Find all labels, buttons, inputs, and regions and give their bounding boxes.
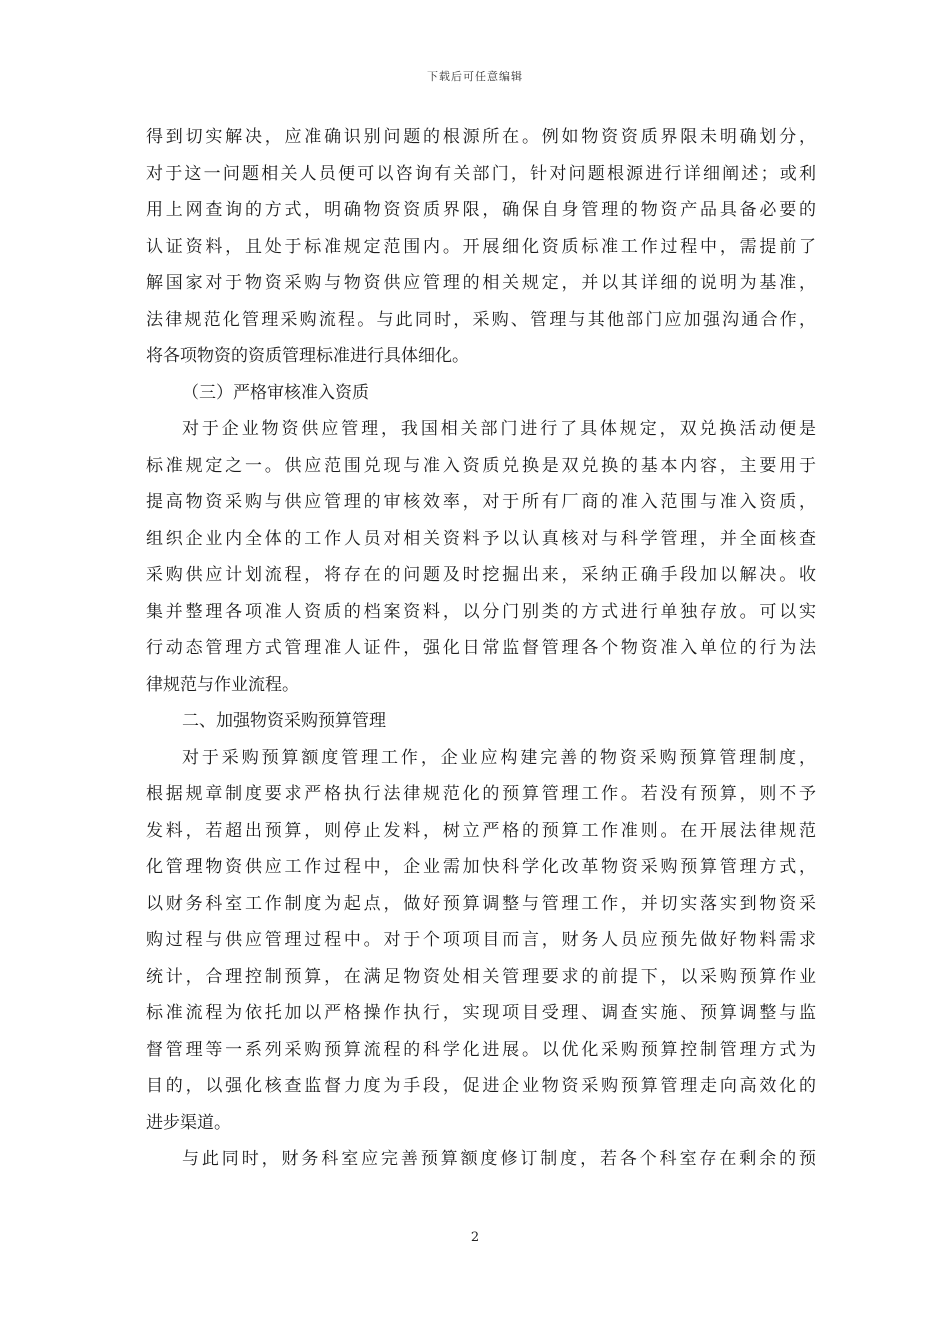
text-line: 将各项物资的资质管理标准进行具体细化。	[146, 346, 469, 366]
text-line: 律规范与作业流程。	[146, 674, 299, 695]
page-number: 2	[470, 1230, 480, 1245]
text-line: 得到切实解决，应准确识别问题的根源所在。例如物资资质界限未明确划分，	[146, 127, 816, 147]
section-heading: （三）严格审核准入资质	[182, 382, 369, 403]
text-line: 购过程与供应管理过程中。对于个项项目而言，财务人员应预先做好物料需求	[146, 930, 816, 950]
paragraph-start: 对于企业物资供应管理，我国相关部门进行了具体规定，双兑换活动便是	[182, 419, 816, 439]
text-line: 用上网查询的方式，明确物资资质界限，确保自身管理的物资产品具备必要的	[146, 200, 816, 220]
paragraph-start: 对于采购预算额度管理工作，企业应构建完善的物资采购预算管理制度，	[182, 747, 816, 768]
text-line: 采购供应计划流程，将存在的问题及时挖掘出来，采纳正确手段加以解决。收	[146, 565, 816, 585]
text-line: 对于这一问题相关人员便可以咨询有关部门，针对问题根源进行详细阐述；或利	[146, 163, 816, 184]
text-line: 认证资料，且处于标准规定范围内。开展细化资质标准工作过程中，需提前了	[146, 236, 816, 257]
text-line: 进步渠道。	[146, 1112, 231, 1133]
text-line: 解国家对于物资采购与物资供应管理的相关规定，并以其详细的说明为基准，	[146, 273, 816, 293]
body-text	[146, 119, 816, 1178]
text-line: 发料，若超出预算，则停止发料，树立严格的预算工作准则。在开展法律规范	[146, 820, 816, 841]
text-line: 督管理等一系列采购预算流程的科学化进展。以优化采购预算控制管理方式为	[146, 1039, 816, 1060]
text-line: 标准规定之一。供应范围兑现与准入资质兑换是双兑换的基本内容，主要用于	[146, 455, 816, 476]
section-heading: 二、加强物资采购预算管理	[182, 711, 386, 731]
text-line: 行动态管理方式管理准人证件，强化日常监督管理各个物资准入单位的行为法	[146, 638, 816, 658]
text-line: 统计，合理控制预算，在满足物资处相关管理要求的前提下，以采购预算作业	[146, 966, 816, 987]
text-line: 提高物资采购与供应管理的审核效率，对于所有厂商的准入范围与准入资质，	[146, 492, 816, 512]
text-line: 根据规章制度要求严格执行法律规范化的预算管理工作。若没有预算，则不予	[146, 784, 816, 804]
text-line: 目的，以强化核查监督力度为手段，促进企业物资采购预算管理走向高效化的	[146, 1076, 816, 1096]
text-line: 化管理物资供应工作过程中，企业需加快科学化改革物资采购预算管理方式，	[146, 857, 816, 877]
text-line: 组织企业内全体的工作人员对相关资料予以认真核对与科学管理，并全面核查	[146, 528, 816, 549]
page-header: 下载后可任意编辑	[427, 70, 523, 83]
paragraph-start: 与此同时，财务科室应完善预算额度修订制度，若各个科室存在剩余的预	[182, 1149, 816, 1169]
text-line: 法律规范化管理采购流程。与此同时，采购、管理与其他部门应加强沟通合作，	[146, 309, 816, 330]
text-line: 以财务科室工作制度为起点，做好预算调整与管理工作，并切实落实到物资采	[146, 893, 816, 914]
text-line: 集并整理各项准人资质的档案资料，以分门别类的方式进行单独存放。可以实	[146, 601, 816, 622]
text-line: 标准流程为依托加以严格操作执行，实现项目受理、调查实施、预算调整与监	[146, 1003, 816, 1023]
